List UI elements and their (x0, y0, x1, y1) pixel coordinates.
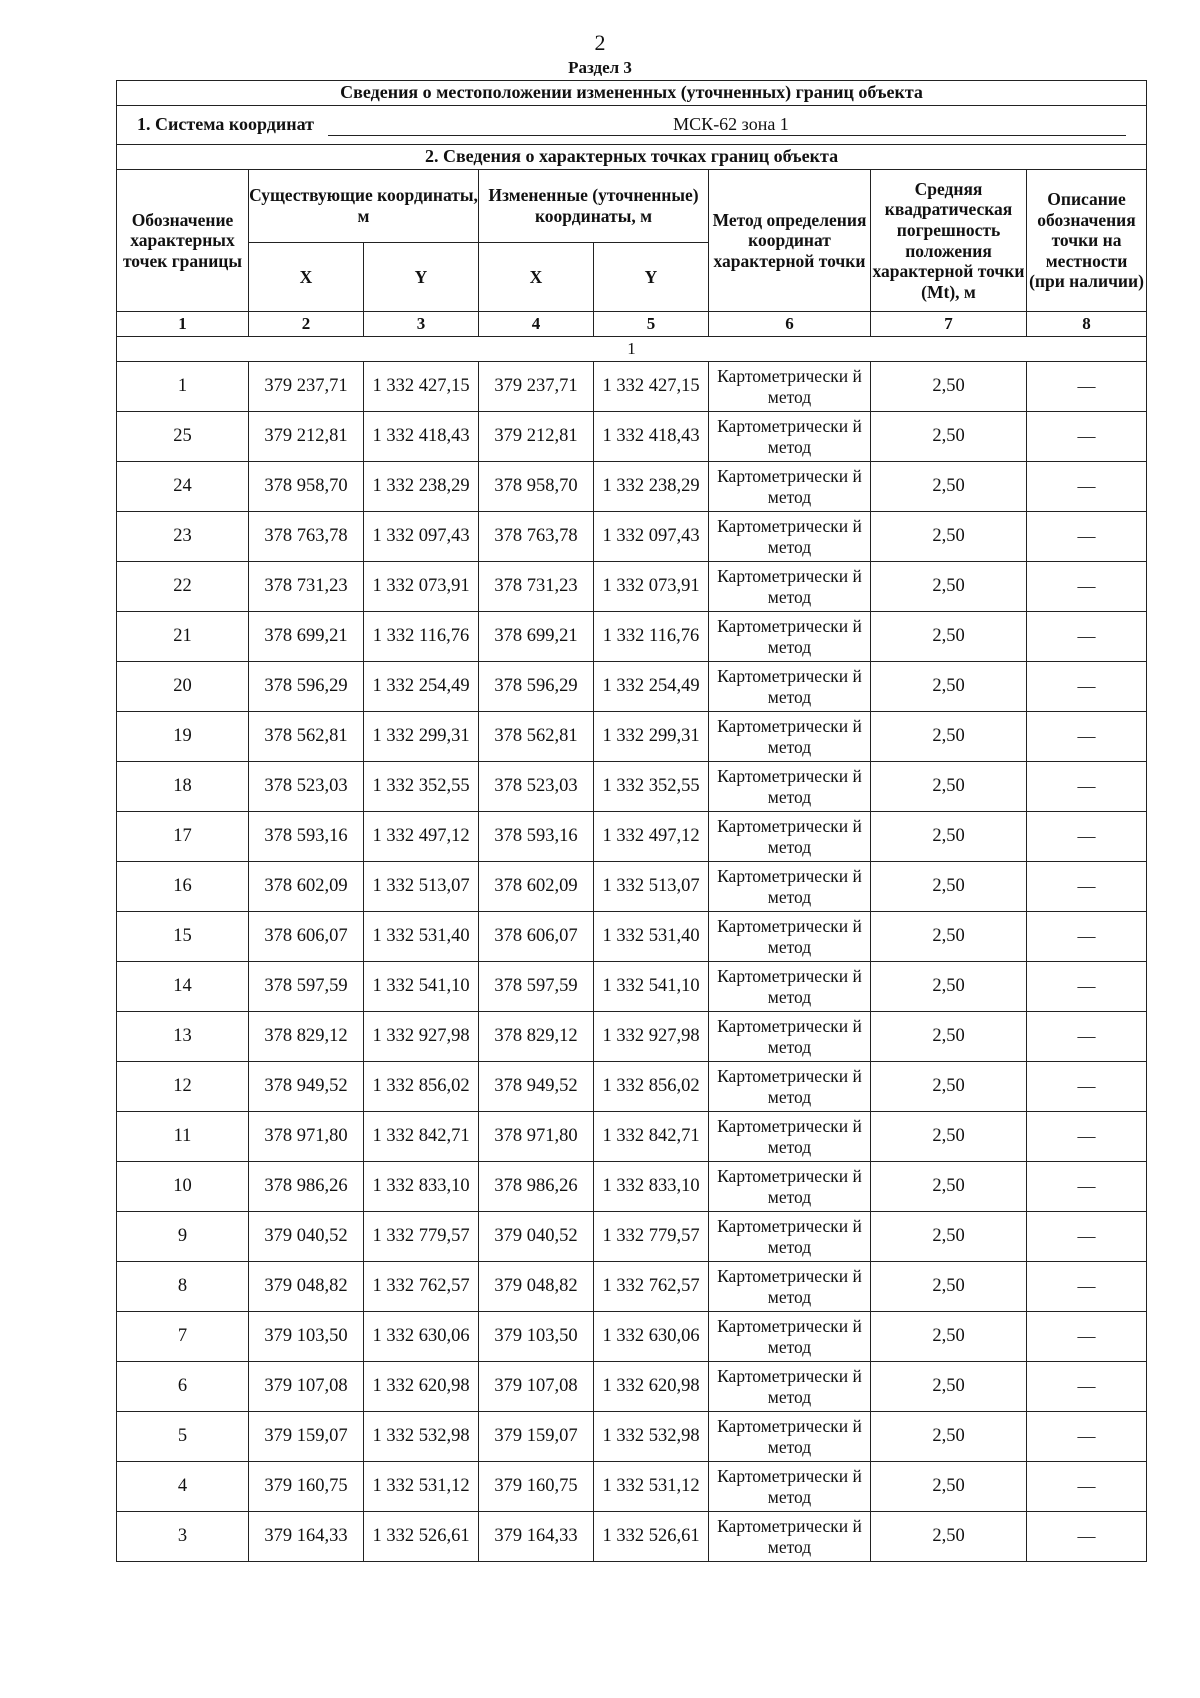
cell-description: — (1027, 1112, 1147, 1162)
cell-existing-y: 1 332 116,76 (364, 612, 479, 662)
header-existing-x: X (249, 243, 364, 312)
table-row (117, 462, 1147, 512)
column-number: 8 (1027, 312, 1147, 337)
cell-changed-x: 378 731,23 (479, 562, 594, 612)
cell-method: Картометрически й метод (709, 612, 871, 662)
column-number: 2 (249, 312, 364, 337)
cell-changed-x: 378 596,29 (479, 662, 594, 712)
cell-mt: 2,50 (871, 1262, 1027, 1312)
cell-existing-y: 1 332 856,02 (364, 1062, 479, 1112)
cell-changed-x: 379 107,08 (479, 1362, 594, 1412)
table-row (117, 962, 1147, 1012)
cell-mt: 2,50 (871, 1362, 1027, 1412)
cell-changed-y: 1 332 116,76 (594, 612, 709, 662)
cell-existing-y: 1 332 352,55 (364, 762, 479, 812)
cell-description: — (1027, 812, 1147, 862)
cell-method: Картометрически й метод (709, 512, 871, 562)
cell-method: Картометрически й метод (709, 662, 871, 712)
cell-changed-y: 1 332 531,40 (594, 912, 709, 962)
cell-point: 7 (117, 1312, 249, 1362)
cell-method: Картометрически й метод (709, 1112, 871, 1162)
cell-changed-x: 379 040,52 (479, 1212, 594, 1262)
cell-mt: 2,50 (871, 1012, 1027, 1062)
cell-changed-y: 1 332 418,43 (594, 412, 709, 462)
cell-method: Картометрически й метод (709, 1312, 871, 1362)
page-number: 2 (594, 30, 606, 55)
table-row (117, 1162, 1147, 1212)
cell-existing-x: 379 164,33 (249, 1512, 364, 1562)
header-changed-x: X (479, 243, 594, 312)
cell-method: Картометрически й метод (709, 1012, 871, 1062)
cell-description: — (1027, 612, 1147, 662)
cell-method: Картометрически й метод (709, 1062, 871, 1112)
cell-changed-x: 378 593,16 (479, 812, 594, 862)
cell-method: Картометрически й метод (709, 1162, 871, 1212)
cell-existing-y: 1 332 427,15 (364, 362, 479, 412)
cell-changed-y: 1 332 762,57 (594, 1262, 709, 1312)
cell-method: Картометрически й метод (709, 1212, 871, 1262)
cell-existing-y: 1 332 927,98 (364, 1012, 479, 1062)
cell-mt: 2,50 (871, 1412, 1027, 1462)
cell-method: Картометрически й метод (709, 712, 871, 762)
cell-changed-x: 379 237,71 (479, 362, 594, 412)
cell-existing-y: 1 332 762,57 (364, 1262, 479, 1312)
cell-existing-x: 378 731,23 (249, 562, 364, 612)
cell-mt: 2,50 (871, 462, 1027, 512)
cell-method: Картометрически й метод (709, 1362, 871, 1412)
table-row (117, 762, 1147, 812)
cell-changed-x: 378 523,03 (479, 762, 594, 812)
cell-existing-x: 378 763,78 (249, 512, 364, 562)
cell-changed-y: 1 332 299,31 (594, 712, 709, 762)
cell-point: 18 (117, 762, 249, 812)
cell-existing-y: 1 332 097,43 (364, 512, 479, 562)
cell-existing-y: 1 332 532,98 (364, 1412, 479, 1462)
cell-changed-y: 1 332 541,10 (594, 962, 709, 1012)
cell-existing-x: 379 212,81 (249, 412, 364, 462)
boundary-points-table (116, 80, 1147, 1562)
cell-changed-y: 1 332 620,98 (594, 1362, 709, 1412)
cell-description: — (1027, 662, 1147, 712)
cell-changed-x: 378 971,80 (479, 1112, 594, 1162)
cell-changed-x: 379 048,82 (479, 1262, 594, 1312)
column-number: 1 (117, 312, 249, 337)
cell-mt: 2,50 (871, 362, 1027, 412)
cell-description: — (1027, 862, 1147, 912)
cell-description: — (1027, 412, 1147, 462)
section-title: Раздел 3 (568, 58, 632, 77)
cell-mt: 2,50 (871, 712, 1027, 762)
cell-existing-y: 1 332 299,31 (364, 712, 479, 762)
cell-point: 11 (117, 1112, 249, 1162)
table-row (117, 562, 1147, 612)
cell-changed-y: 1 332 238,29 (594, 462, 709, 512)
cell-changed-x: 378 958,70 (479, 462, 594, 512)
cell-mt: 2,50 (871, 1312, 1027, 1362)
cell-method: Картометрически й метод (709, 862, 871, 912)
table-row (117, 912, 1147, 962)
header-description: Описание обозначения точки на местности (при наличии) (1027, 170, 1147, 312)
cell-description: — (1027, 512, 1147, 562)
cell-description: — (1027, 1462, 1147, 1512)
cell-method: Картометрически й метод (709, 962, 871, 1012)
cell-changed-x: 378 699,21 (479, 612, 594, 662)
cell-existing-x: 378 958,70 (249, 462, 364, 512)
cell-existing-y: 1 332 497,12 (364, 812, 479, 862)
table-row (117, 1462, 1147, 1512)
cell-existing-y: 1 332 254,49 (364, 662, 479, 712)
cell-method: Картометрически й метод (709, 462, 871, 512)
cell-method: Картометрически й метод (709, 362, 871, 412)
cell-point: 5 (117, 1412, 249, 1462)
cell-changed-x: 379 164,33 (479, 1512, 594, 1562)
header-existing-coords: Существующие координаты, м (249, 170, 479, 243)
cell-description: — (1027, 962, 1147, 1012)
cell-point: 10 (117, 1162, 249, 1212)
group-label: 1 (117, 337, 1147, 362)
cell-existing-y: 1 332 526,61 (364, 1512, 479, 1562)
subtitle-row (117, 145, 1147, 170)
cell-point: 21 (117, 612, 249, 662)
cell-mt: 2,50 (871, 762, 1027, 812)
cell-point: 14 (117, 962, 249, 1012)
cell-changed-y: 1 332 427,15 (594, 362, 709, 412)
cell-changed-y: 1 332 856,02 (594, 1062, 709, 1112)
table-row (117, 1262, 1147, 1312)
cell-changed-y: 1 332 097,43 (594, 512, 709, 562)
cell-existing-y: 1 332 620,98 (364, 1362, 479, 1412)
table-row (117, 1512, 1147, 1562)
cell-description: — (1027, 1362, 1147, 1412)
cell-point: 1 (117, 362, 249, 412)
cell-mt: 2,50 (871, 1512, 1027, 1562)
cell-existing-y: 1 332 842,71 (364, 1112, 479, 1162)
table-row (117, 862, 1147, 912)
cell-mt: 2,50 (871, 1162, 1027, 1212)
cell-changed-y: 1 332 531,12 (594, 1462, 709, 1512)
cell-mt: 2,50 (871, 812, 1027, 862)
table-row (117, 1012, 1147, 1062)
cell-changed-y: 1 332 254,49 (594, 662, 709, 712)
cell-point: 16 (117, 862, 249, 912)
cell-point: 9 (117, 1212, 249, 1262)
cell-point: 24 (117, 462, 249, 512)
cell-existing-x: 378 986,26 (249, 1162, 364, 1212)
cell-method: Картометрически й метод (709, 812, 871, 862)
cell-changed-y: 1 332 513,07 (594, 862, 709, 912)
cell-description: — (1027, 912, 1147, 962)
cell-point: 19 (117, 712, 249, 762)
cell-description: — (1027, 1262, 1147, 1312)
cell-existing-x: 378 597,59 (249, 962, 364, 1012)
cell-changed-y: 1 332 352,55 (594, 762, 709, 812)
cell-existing-x: 378 523,03 (249, 762, 364, 812)
cell-changed-y: 1 332 833,10 (594, 1162, 709, 1212)
cell-point: 4 (117, 1462, 249, 1512)
cell-existing-y: 1 332 833,10 (364, 1162, 479, 1212)
cell-existing-x: 378 596,29 (249, 662, 364, 712)
cell-method: Картометрически й метод (709, 912, 871, 962)
cell-description: — (1027, 362, 1147, 412)
table-title: Сведения о местоположении измененных (уточненных) границ объекта (117, 81, 1147, 106)
cell-mt: 2,50 (871, 562, 1027, 612)
title-row (117, 81, 1147, 106)
cell-changed-x: 378 606,07 (479, 912, 594, 962)
table-row (117, 362, 1147, 412)
coord-system-value: МСК-62 зона 1 (328, 114, 1126, 136)
cell-changed-y: 1 332 073,91 (594, 562, 709, 612)
group-row (117, 337, 1147, 362)
cell-mt: 2,50 (871, 1212, 1027, 1262)
cell-changed-y: 1 332 526,61 (594, 1512, 709, 1562)
cell-method: Картометрически й метод (709, 1512, 871, 1562)
cell-mt: 2,50 (871, 512, 1027, 562)
table-row (117, 1112, 1147, 1162)
column-number-row (117, 312, 1147, 337)
cell-existing-x: 378 602,09 (249, 862, 364, 912)
table-row (117, 412, 1147, 462)
cell-point: 20 (117, 662, 249, 712)
header-point-designation: Обозначение характерных точек границы (117, 170, 249, 312)
cell-existing-x: 378 562,81 (249, 712, 364, 762)
cell-description: — (1027, 462, 1147, 512)
cell-existing-y: 1 332 531,40 (364, 912, 479, 962)
cell-mt: 2,50 (871, 662, 1027, 712)
cell-description: — (1027, 1012, 1147, 1062)
cell-method: Картометрически й метод (709, 562, 871, 612)
cell-existing-x: 378 593,16 (249, 812, 364, 862)
cell-existing-x: 379 040,52 (249, 1212, 364, 1262)
cell-existing-y: 1 332 779,57 (364, 1212, 479, 1262)
column-number: 6 (709, 312, 871, 337)
table-row (117, 1212, 1147, 1262)
cell-existing-x: 378 606,07 (249, 912, 364, 962)
cell-existing-y: 1 332 073,91 (364, 562, 479, 612)
cell-existing-y: 1 332 418,43 (364, 412, 479, 462)
coord-system-row (117, 106, 1147, 145)
table-row (117, 662, 1147, 712)
table-row (117, 512, 1147, 562)
table-row (117, 712, 1147, 762)
cell-existing-y: 1 332 513,07 (364, 862, 479, 912)
column-number: 4 (479, 312, 594, 337)
cell-method: Картометрически й метод (709, 1462, 871, 1512)
column-header-row (117, 170, 1147, 243)
cell-mt: 2,50 (871, 1462, 1027, 1512)
cell-changed-y: 1 332 630,06 (594, 1312, 709, 1362)
cell-point: 23 (117, 512, 249, 562)
header-method: Метод определения координат характерной точки (709, 170, 871, 312)
cell-point: 15 (117, 912, 249, 962)
cell-existing-x: 378 949,52 (249, 1062, 364, 1112)
cell-existing-x: 379 237,71 (249, 362, 364, 412)
cell-changed-x: 378 562,81 (479, 712, 594, 762)
table-row (117, 1312, 1147, 1362)
cell-existing-x: 379 103,50 (249, 1312, 364, 1362)
cell-changed-y: 1 332 779,57 (594, 1212, 709, 1262)
table-row (117, 1362, 1147, 1412)
cell-point: 22 (117, 562, 249, 612)
table-row (117, 812, 1147, 862)
cell-changed-x: 379 160,75 (479, 1462, 594, 1512)
cell-point: 6 (117, 1362, 249, 1412)
cell-description: — (1027, 562, 1147, 612)
cell-description: — (1027, 1212, 1147, 1262)
cell-mt: 2,50 (871, 912, 1027, 962)
cell-changed-x: 378 763,78 (479, 512, 594, 562)
cell-description: — (1027, 762, 1147, 812)
cell-point: 25 (117, 412, 249, 462)
cell-changed-x: 378 986,26 (479, 1162, 594, 1212)
cell-mt: 2,50 (871, 1112, 1027, 1162)
cell-method: Картометрически й метод (709, 412, 871, 462)
cell-description: — (1027, 1312, 1147, 1362)
cell-existing-x: 378 971,80 (249, 1112, 364, 1162)
cell-existing-x: 379 160,75 (249, 1462, 364, 1512)
cell-changed-x: 378 829,12 (479, 1012, 594, 1062)
table-row (117, 612, 1147, 662)
column-number: 5 (594, 312, 709, 337)
cell-method: Картометрически й метод (709, 1412, 871, 1462)
table-row (117, 1062, 1147, 1112)
cell-changed-x: 379 212,81 (479, 412, 594, 462)
cell-existing-x: 379 048,82 (249, 1262, 364, 1312)
cell-mt: 2,50 (871, 1062, 1027, 1112)
cell-changed-x: 378 597,59 (479, 962, 594, 1012)
column-number: 3 (364, 312, 479, 337)
cell-description: — (1027, 1412, 1147, 1462)
cell-existing-x: 378 829,12 (249, 1012, 364, 1062)
header-existing-y: Y (364, 243, 479, 312)
column-number: 7 (871, 312, 1027, 337)
cell-existing-x: 379 159,07 (249, 1412, 364, 1462)
cell-existing-y: 1 332 238,29 (364, 462, 479, 512)
cell-mt: 2,50 (871, 612, 1027, 662)
cell-changed-y: 1 332 927,98 (594, 1012, 709, 1062)
cell-changed-y: 1 332 532,98 (594, 1412, 709, 1462)
cell-mt: 2,50 (871, 412, 1027, 462)
cell-changed-y: 1 332 842,71 (594, 1112, 709, 1162)
cell-point: 17 (117, 812, 249, 862)
cell-description: — (1027, 1162, 1147, 1212)
cell-changed-x: 379 159,07 (479, 1412, 594, 1462)
cell-changed-y: 1 332 497,12 (594, 812, 709, 862)
table-row (117, 1412, 1147, 1462)
cell-mt: 2,50 (871, 962, 1027, 1012)
cell-changed-x: 378 949,52 (479, 1062, 594, 1112)
cell-changed-x: 378 602,09 (479, 862, 594, 912)
cell-method: Картометрически й метод (709, 762, 871, 812)
header-mt: Средняя квадратическая погрешность положения характерной точки (Mt), м (871, 170, 1027, 312)
cell-existing-y: 1 332 531,12 (364, 1462, 479, 1512)
cell-existing-y: 1 332 630,06 (364, 1312, 479, 1362)
header-changed-coords: Измененные (уточненные) координаты, м (479, 170, 709, 243)
header-changed-y: Y (594, 243, 709, 312)
cell-existing-x: 378 699,21 (249, 612, 364, 662)
cell-existing-x: 379 107,08 (249, 1362, 364, 1412)
cell-point: 8 (117, 1262, 249, 1312)
cell-method: Картометрически й метод (709, 1262, 871, 1312)
cell-description: — (1027, 712, 1147, 762)
cell-point: 12 (117, 1062, 249, 1112)
coord-system-label: 1. Система координат (137, 113, 314, 134)
cell-point: 3 (117, 1512, 249, 1562)
cell-point: 13 (117, 1012, 249, 1062)
cell-changed-x: 379 103,50 (479, 1312, 594, 1362)
cell-mt: 2,50 (871, 862, 1027, 912)
cell-description: — (1027, 1062, 1147, 1112)
table-subtitle: 2. Сведения о характерных точках границ объекта (117, 145, 1147, 170)
cell-description: — (1027, 1512, 1147, 1562)
cell-existing-y: 1 332 541,10 (364, 962, 479, 1012)
